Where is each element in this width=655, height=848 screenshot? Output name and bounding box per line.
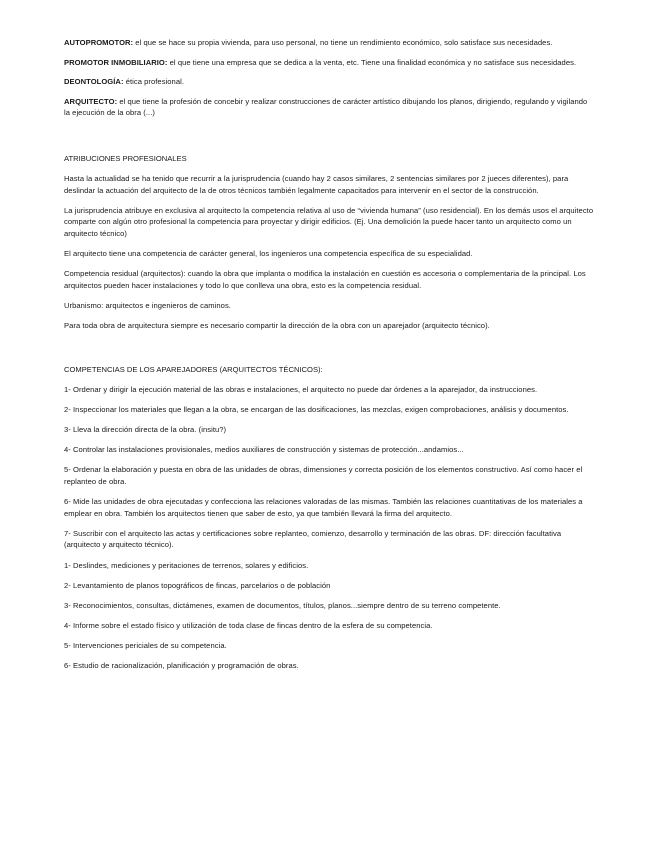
list-item: 7- Suscribir con el arquitecto las actas y certificaciones sobre replanteo, comienzo, desarrollo y terminación de las obras. DF: dirección facultativa (arquitecto y arquitecto técnico). (64, 528, 562, 550)
list-item: 6- Estudio de racionalización, planificación y programación de obras. (64, 661, 299, 670)
definition-promotor-inmobiliario (64, 57, 594, 69)
definition-text: ética profesional. (123, 77, 184, 87)
section-heading-atribuciones: ATRIBUCIONES PROFESIONALES (64, 153, 187, 163)
list-item: 2- Levantamiento de planos topográficos de fincas, parcelarios o de población (64, 580, 331, 590)
paragraph: Urbanismo: arquitectos e ingenieros de caminos. (64, 300, 231, 310)
list-item: 2- Inspeccionar los materiales que llegan a la obra, se encargan de las dosificaciones, las mezclas, exigen comprobaciones, análisis y documentos. (64, 405, 569, 415)
paragraph: Hasta la actualidad se ha tenido que recurrir a la jurisprudencia (cuando hay 2 casos similares, 2 sentencias similares por 2 jueces diferentes), para deslindar la actuación del arquitecto de la de otros técnicos también legalmente capacitados para intervenir en el sector de la construcción. (64, 174, 569, 195)
list-item: 4- Informe sobre el estado físico y utilización de toda clase de fincas dentro de la esfera de su competencia. (64, 620, 433, 630)
definition-term: PROMOTOR INMOBILIARIO: (64, 57, 168, 67)
document-page (64, 37, 594, 680)
definition-text: el que tiene una empresa que se dedica a la venta, etc. Tiene una finalidad económica y no satisface sus necesidades. (167, 57, 577, 67)
section-heading-competencias: COMPETENCIAS DE LOS APAREJADORES (ARQUITECTOS TÉCNICOS): (64, 365, 323, 374)
list-item: 5- Intervenciones periciales de su competencia. (64, 640, 227, 650)
definition-text: el que se hace su propia vivienda, para uso personal, no tiene un rendimiento económico, solo satisface sus necesidades. (133, 38, 553, 47)
definition-arquitecto (64, 96, 594, 119)
paragraph: Para toda obra de arquitectura siempre es necesario compartir la dirección de la obra con un aparejador (arquitecto técnico). (64, 320, 490, 330)
list-item: 6- Mide las unidades de obra ejecutadas y confecciona las relaciones valoradas de las mismas. También las relaciones cuantitativas de los materiales a emplear en obra. También los arquitectos tienen que saber de esto, ya que también llevará la firma del arquitecto. (64, 497, 583, 518)
list-item: 1- Ordenar y dirigir la ejecución material de las obras e instalaciones, el arquitecto no puede dar órdenes a la aparejador, da instrucciones. (64, 385, 538, 395)
list-item: 4- Controlar las instalaciones provisionales, medios auxiliares de construcción y sistemas de protección...andamios... (64, 445, 464, 455)
list-item: 3- Reconocimientos, consultas, dictámenes, examen de documentos, títulos, planos...siempre dentro de su terreno competente. (64, 600, 501, 610)
definition-term: ARQUITECTO: (64, 96, 118, 106)
list-item: 5- Ordenar la elaboración y puesta en obra de las unidades de obras, dimensiones y correcta posición de los elementos constructivo. Así como hacer el replanteo de obra. (64, 465, 583, 487)
definition-term: AUTOPROMOTOR: (64, 38, 134, 47)
paragraph: El arquitecto tiene una competencia de carácter general, los ingenieros una competencia específica de su especialidad. (64, 249, 473, 259)
paragraph: Competencia residual (arquitectos): cuando la obra que implanta o modifica la instalación en cuestión es accesoria o complementaria de la principal. Los arquitectos pueden hacer instalaciones y todo lo que conlleva una obra, esto es la competencia residual. (64, 269, 586, 290)
list-item: 1- Deslindes, mediciones y peritaciones de terrenos, solares y edificios. (64, 560, 309, 570)
definition-text: el que tiene la profesión de concebir y realizar construcciones de carácter artístico dibujando los planos, dirigiendo, regulando y vigilando la ejecución de la obra (...) (64, 96, 588, 118)
paragraph: La jurisprudencia atribuye en exclusiva al arquitecto la competencia relativa al uso de “vivienda humana” (uso residencial). En los demás usos el arquitecto comparte con algún otro profesional la competencia para proyectar y dirigir edificios. (Ej. Una demolición la puede hacer tanto un arquitecto como un arquitecto técnico) (64, 205, 594, 238)
definition-autopromotor (64, 37, 594, 49)
list-item: 3- Lleva la dirección directa de la obra. (insitu?) (64, 425, 227, 435)
definition-term: DEONTOLOGÍA: (64, 77, 124, 87)
definition-deontologia (64, 76, 594, 88)
